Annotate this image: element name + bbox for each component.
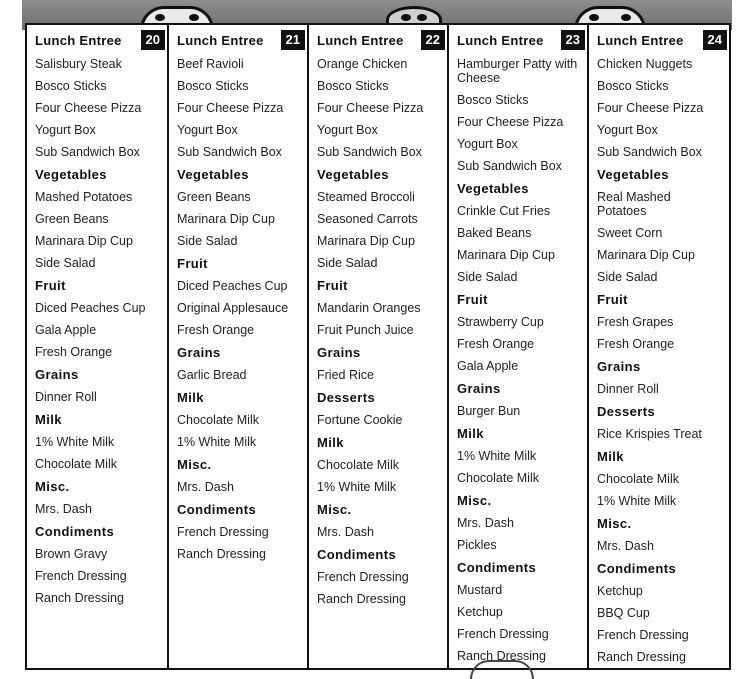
menu-item: Bosco Sticks [177, 79, 249, 93]
category-heading: Fruit [35, 278, 66, 293]
day-number-badge: 24 [703, 30, 727, 50]
menu-item: Marinara Dip Cup [35, 234, 133, 248]
menu-item: Seasoned Carrots [317, 212, 418, 226]
category-heading: Milk [317, 435, 344, 450]
menu-item: Green Beans [35, 212, 109, 226]
category-heading: Vegetables [35, 167, 107, 182]
menu-item: Rice Krispies Treat [597, 427, 702, 441]
menu-item: French Dressing [177, 525, 269, 539]
category-heading: Milk [35, 412, 62, 427]
menu-item: Dinner Roll [597, 382, 659, 396]
menu-item: Bosco Sticks [35, 79, 107, 93]
category-heading: Vegetables [177, 167, 249, 182]
menu-item: Sub Sandwich Box [317, 145, 422, 159]
category-heading: Condiments [35, 524, 115, 539]
category-heading: Milk [597, 449, 624, 464]
menu-item: Gala Apple [457, 359, 519, 373]
menu-item: Garlic Bread [177, 368, 247, 382]
menu-item: Four Cheese Pizza [317, 101, 424, 115]
menu-item: Sub Sandwich Box [177, 145, 282, 159]
menu-item: Mrs. Dash [35, 502, 92, 516]
menu-item: Ranch Dressing [457, 649, 546, 663]
column-header [457, 29, 581, 51]
category-heading: Misc. [457, 493, 492, 508]
menu-item: Green Beans [177, 190, 251, 204]
menu-item: Steamed Broccoli [317, 190, 415, 204]
category-heading: Condiments [597, 561, 677, 576]
menu-item: Bosco Sticks [317, 79, 389, 93]
menu-item: Salisbury Steak [35, 57, 122, 71]
menu-item: Ranch Dressing [35, 591, 124, 605]
category-heading: Vegetables [317, 167, 389, 182]
menu-item: Fruit Punch Juice [317, 323, 414, 337]
menu-item: French Dressing [597, 628, 689, 642]
menu-item: Sweet Corn [597, 226, 663, 240]
menu-item: Ranch Dressing [177, 547, 266, 561]
menu-item: Side Salad [317, 256, 378, 270]
category-heading: Misc. [35, 479, 70, 494]
menu-item: Chocolate Milk [597, 472, 679, 486]
menu-item: Four Cheese Pizza [597, 101, 704, 115]
menu-item: Mandarin Oranges [317, 301, 421, 315]
category-heading: Grains [597, 359, 641, 374]
menu-item: Crinkle Cut Fries [457, 204, 551, 218]
category-heading: Desserts [597, 404, 656, 419]
day-column [169, 25, 309, 668]
menu-item: Yogurt Box [177, 123, 238, 137]
menu-item: Chocolate Milk [35, 457, 117, 471]
category-heading: Fruit [457, 292, 488, 307]
category-heading: Condiments [177, 502, 257, 517]
category-heading: Condiments [317, 547, 397, 562]
day-column [449, 25, 589, 668]
mascot-icon [470, 660, 534, 679]
menu-item: Ketchup [597, 584, 643, 598]
menu-item: French Dressing [317, 570, 409, 584]
menu-item: 1% White Milk [457, 449, 537, 463]
menu-item: Diced Peaches Cup [35, 301, 146, 315]
menu-item: Fresh Orange [177, 323, 255, 337]
day-number-badge: 21 [281, 30, 305, 50]
category-heading: Milk [457, 426, 484, 441]
category-heading: Grains [177, 345, 221, 360]
menu-item: Fried Rice [317, 368, 374, 382]
menu-item: 1% White Milk [35, 435, 115, 449]
menu-item: Beef Ravioli [177, 57, 244, 71]
menu-item: 1% White Milk [177, 435, 257, 449]
day-number-badge: 20 [141, 30, 165, 50]
category-heading: Desserts [317, 390, 376, 405]
menu-item: Chicken Nuggets [597, 57, 693, 71]
lunch-menu-table [25, 23, 731, 670]
menu-item: Strawberry Cup [457, 315, 544, 329]
menu-item: Chocolate Milk [317, 458, 399, 472]
menu-item: Four Cheese Pizza [177, 101, 284, 115]
menu-item: Mrs. Dash [177, 480, 234, 494]
column-header [317, 29, 441, 51]
menu-item: Mustard [457, 583, 503, 597]
menu-item: Fresh Orange [457, 337, 535, 351]
menu-item: French Dressing [35, 569, 127, 583]
column-title: Lunch Entree [457, 32, 544, 48]
menu-item: Sub Sandwich Box [35, 145, 140, 159]
menu-item: BBQ Cup [597, 606, 650, 620]
menu-item: Ketchup [457, 605, 503, 619]
menu-item: Marinara Dip Cup [457, 248, 555, 262]
menu-item: Side Salad [177, 234, 238, 248]
menu-item: Side Salad [457, 270, 518, 284]
menu-item: Baked Beans [457, 226, 532, 240]
menu-item: Diced Peaches Cup [177, 279, 288, 293]
menu-item: Dinner Roll [35, 390, 97, 404]
menu-item: Mashed Potatoes [35, 190, 133, 204]
category-heading: Milk [177, 390, 204, 405]
category-heading: Misc. [177, 457, 212, 472]
menu-item: Ranch Dressing [317, 592, 406, 606]
column-header [597, 29, 723, 51]
menu-item: Yogurt Box [317, 123, 378, 137]
day-number-badge: 23 [561, 30, 585, 50]
category-heading: Misc. [597, 516, 632, 531]
day-column [309, 25, 449, 668]
menu-item: 1% White Milk [597, 494, 677, 508]
menu-item: Chocolate Milk [177, 413, 259, 427]
menu-item: Yogurt Box [457, 137, 518, 151]
column-title: Lunch Entree [597, 32, 684, 48]
menu-item: Side Salad [35, 256, 96, 270]
day-column [27, 25, 169, 668]
column-header [177, 29, 301, 51]
category-heading: Condiments [457, 560, 537, 575]
column-title: Lunch Entree [177, 32, 264, 48]
category-heading: Misc. [317, 502, 352, 517]
menu-item: Mrs. Dash [597, 539, 654, 553]
menu-item: Fresh Orange [597, 337, 675, 351]
menu-item: 1% White Milk [317, 480, 397, 494]
category-heading: Grains [457, 381, 501, 396]
menu-item: Marinara Dip Cup [177, 212, 275, 226]
day-number-badge: 22 [421, 30, 445, 50]
menu-item: Bosco Sticks [457, 93, 529, 107]
column-title: Lunch Entree [317, 32, 404, 48]
menu-item: Fresh Grapes [597, 315, 674, 329]
menu-item: Marinara Dip Cup [597, 248, 695, 262]
category-heading: Fruit [317, 278, 348, 293]
menu-item: Brown Gravy [35, 547, 108, 561]
category-heading: Vegetables [457, 181, 529, 196]
menu-item: Real Mashed Potatoes [597, 190, 671, 218]
menu-item: Side Salad [597, 270, 658, 284]
menu-item: Bosco Sticks [597, 79, 669, 93]
menu-item: Sub Sandwich Box [597, 145, 702, 159]
menu-item: Pickles [457, 538, 497, 552]
menu-item: Fortune Cookie [317, 413, 403, 427]
column-header [35, 29, 161, 51]
column-title: Lunch Entree [35, 32, 122, 48]
menu-item: Mrs. Dash [457, 516, 514, 530]
menu-item: Ranch Dressing [597, 650, 686, 664]
category-heading: Fruit [597, 292, 628, 307]
menu-item: Four Cheese Pizza [457, 115, 564, 129]
menu-item: Yogurt Box [35, 123, 96, 137]
day-column [589, 25, 729, 668]
menu-item: Yogurt Box [597, 123, 658, 137]
category-heading: Grains [35, 367, 79, 382]
menu-item: Fresh Orange [35, 345, 113, 359]
menu-item: Hamburger Patty with Cheese [457, 57, 578, 85]
menu-item: Original Applesauce [177, 301, 289, 315]
menu-item: Orange Chicken [317, 57, 408, 71]
category-heading: Grains [317, 345, 361, 360]
menu-item: Four Cheese Pizza [35, 101, 142, 115]
category-heading: Fruit [177, 256, 208, 271]
menu-item: Mrs. Dash [317, 525, 374, 539]
menu-item: Gala Apple [35, 323, 97, 337]
category-heading: Vegetables [597, 167, 669, 182]
menu-item: Chocolate Milk [457, 471, 539, 485]
menu-item: Marinara Dip Cup [317, 234, 415, 248]
menu-item: French Dressing [457, 627, 549, 641]
menu-item: Sub Sandwich Box [457, 159, 562, 173]
menu-item: Burger Bun [457, 404, 521, 418]
